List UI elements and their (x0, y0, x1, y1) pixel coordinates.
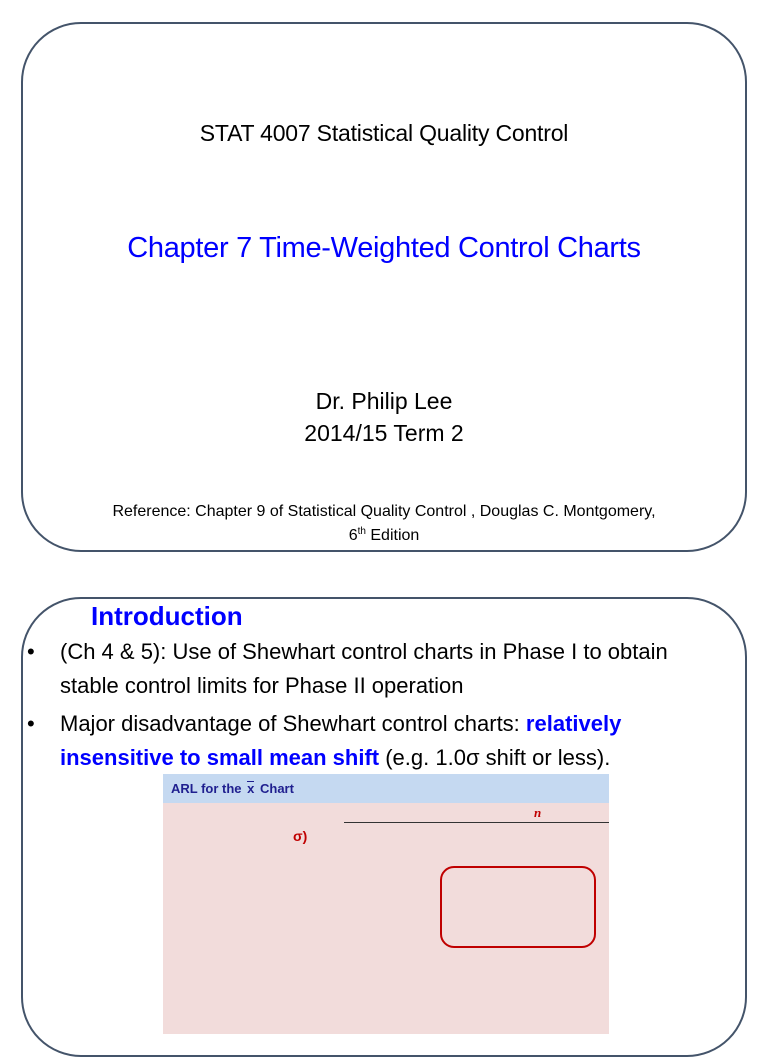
bullet-item (23, 707, 723, 775)
xbar-symbol: x (245, 774, 256, 803)
arl-table (163, 774, 609, 1034)
term-label: 2014/15 Term 2 (304, 420, 464, 446)
bullet-text-pre: Major disadvantage of Shewhart control charts: (60, 711, 526, 736)
author-block (23, 385, 745, 449)
reference-line: Reference: Chapter 9 of Statistical Quality Control , Douglas C. Montgomery, (112, 503, 656, 520)
arl-header-rule (344, 822, 609, 823)
bullet-dot: • (27, 711, 35, 736)
arl-highlight-box (440, 866, 596, 948)
title-slide (21, 22, 747, 552)
slide-title: Introduction (91, 601, 243, 631)
bullet-text: (Ch 4 & 5): Use of Shewhart control charts in Phase I to obtain stable control limits for Phase II operation (60, 639, 668, 698)
bullet-text-post: (e.g. 1.0σ shift or less). (379, 745, 611, 770)
chapter-title: Chapter 7 Time-Weighted Control Charts (127, 232, 641, 264)
introduction-slide (21, 597, 747, 1057)
arl-table-header (163, 774, 609, 803)
bullet-item (23, 635, 723, 703)
author-name: Dr. Philip Lee (315, 388, 453, 414)
reference-edition (43, 524, 725, 548)
edition-number: 6 (348, 527, 358, 544)
bullet-highlight: relatively insensitive to small mean shift (60, 711, 622, 770)
bullet-list (23, 635, 723, 779)
arl-column-label: n (534, 805, 542, 820)
edition-suffix: th (357, 526, 366, 537)
reference-note (43, 500, 725, 548)
bullet-dot: • (27, 639, 35, 664)
arl-header-prefix: ARL for the (171, 781, 246, 796)
arl-row-label: σ) (293, 828, 308, 844)
edition-word: Edition (365, 527, 420, 544)
course-title: STAT 4007 Statistical Quality Control (199, 120, 569, 146)
arl-header-suffix: Chart (256, 781, 294, 796)
